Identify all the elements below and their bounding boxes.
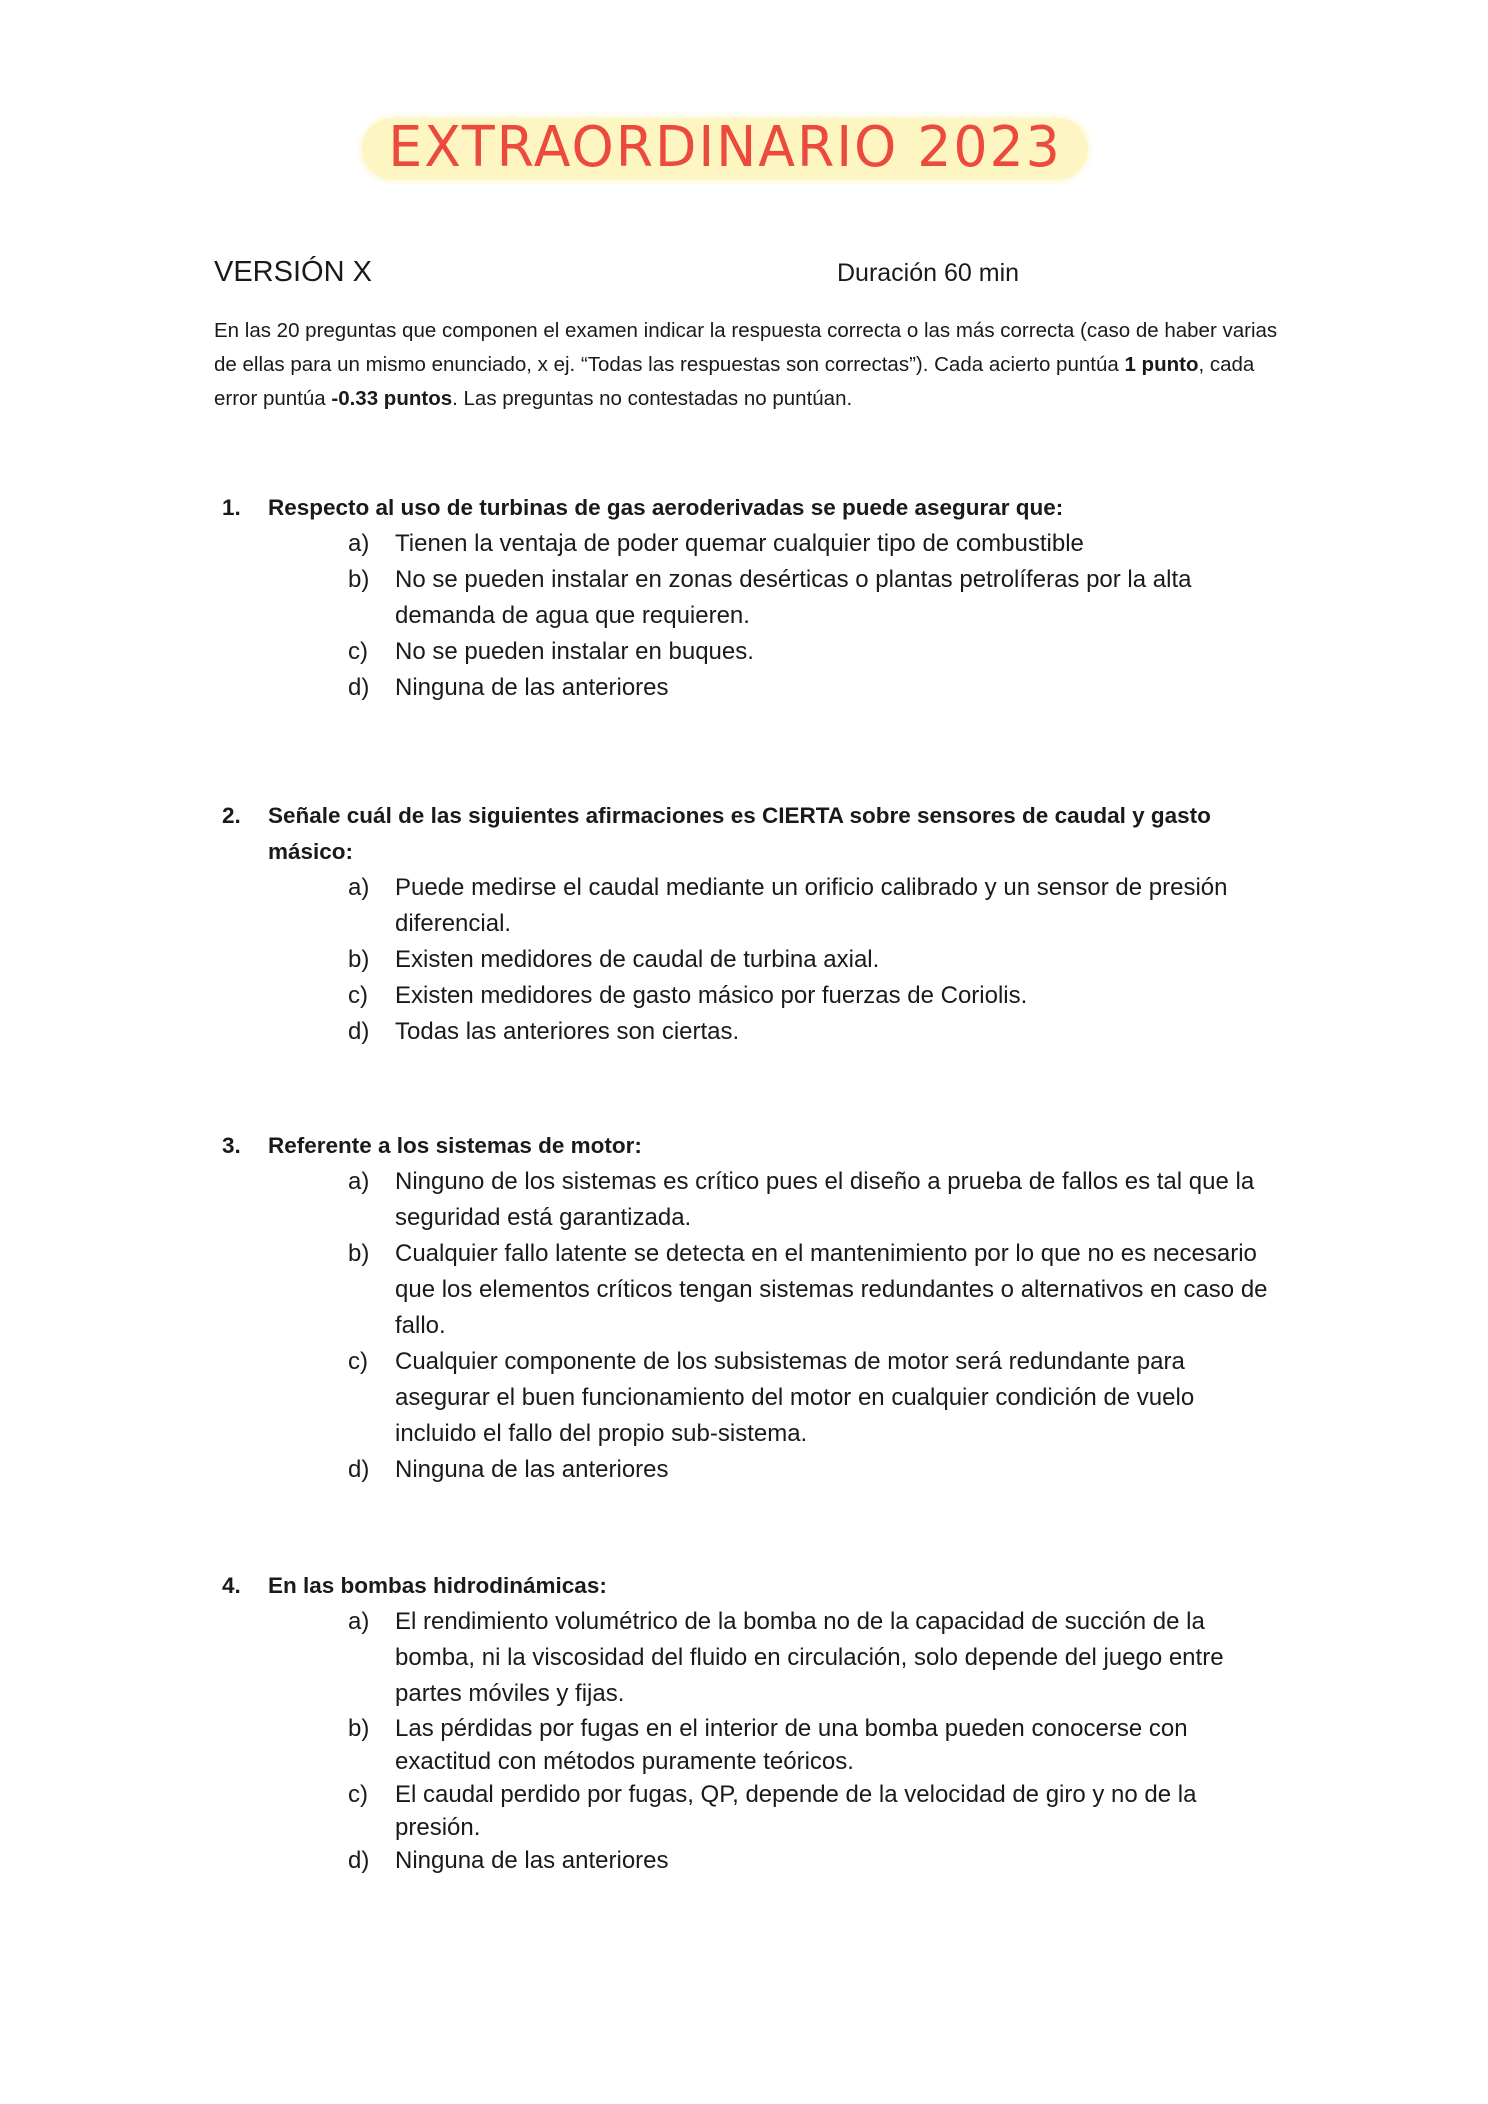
option-letter: d) xyxy=(348,674,370,701)
option-letter: b) xyxy=(348,946,370,973)
option-text: Tienen la ventaja de poder quemar cualquier tipo de combustible xyxy=(395,530,1084,557)
exam-duration: Duración 60 min xyxy=(837,259,1020,287)
option-letter: b) xyxy=(348,566,370,593)
option-letter: c) xyxy=(348,982,368,1009)
exam-title: EXTRAORDINARIO 2023 xyxy=(388,115,1062,180)
answer-option-c xyxy=(222,634,1282,670)
question-stem xyxy=(222,1128,1282,1164)
option-letter: c) xyxy=(348,1781,368,1808)
option-letter: a) xyxy=(348,874,370,901)
question-stem xyxy=(222,798,1282,870)
question-2 xyxy=(222,798,1282,1050)
answer-option-c xyxy=(222,978,1282,1014)
option-letter: d) xyxy=(348,1847,370,1874)
instructions-error-points: -0.33 puntos xyxy=(331,387,453,410)
question-4 xyxy=(222,1568,1282,1877)
option-text: Ninguna de las anteriores xyxy=(395,1847,669,1874)
question-3 xyxy=(222,1128,1282,1488)
question-stem xyxy=(222,490,1282,526)
option-text: El caudal perdido por fugas, QP, depende de la velocidad de giro y no de la presión. xyxy=(395,1781,1197,1841)
instructions-text: , cada error puntúa xyxy=(214,353,1255,410)
option-text: Puede medirse el caudal mediante un orificio calibrado y un sensor de presión diferencial. xyxy=(395,874,1228,937)
instructions-correct-points: 1 punto xyxy=(1124,353,1199,376)
answer-option-a xyxy=(222,1164,1282,1236)
question-text: En las bombas hidrodinámicas: xyxy=(268,1573,607,1598)
instructions-text: En las 20 preguntas que componen el examen indicar la respuesta correcta o las más correcta (caso de haber varias de ellas para un mismo enunciado, x ej. “Todas las respuestas son correctas”). Cada acierto puntúa xyxy=(214,319,1278,376)
option-text: Ninguno de los sistemas es crítico pues el diseño a prueba de fallos es tal que la seguridad está garantizada. xyxy=(395,1168,1255,1231)
option-letter: c) xyxy=(348,638,368,665)
option-letter: b) xyxy=(348,1240,370,1267)
option-letter: a) xyxy=(348,1608,370,1635)
answer-option-d xyxy=(222,670,1282,706)
answer-option-a xyxy=(222,870,1282,942)
question-number: 2. xyxy=(222,803,241,828)
option-text: No se pueden instalar en buques. xyxy=(395,638,754,665)
question-number: 4. xyxy=(222,1573,241,1598)
option-text: Las pérdidas por fugas en el interior de una bomba pueden conocerse con exactitud con métodos puramente teóricos. xyxy=(395,1715,1188,1775)
option-letter: a) xyxy=(348,530,370,557)
instructions-text: . Las preguntas no contestadas no puntúan. xyxy=(452,387,853,410)
question-text: Referente a los sistemas de motor: xyxy=(268,1133,642,1158)
answer-option-d xyxy=(222,1452,1282,1488)
answer-option-c xyxy=(222,1778,1282,1844)
question-stem xyxy=(222,1568,1282,1604)
answer-option-b xyxy=(222,942,1282,978)
option-text: Cualquier componente de los subsistemas de motor será redundante para asegurar el buen funcionamiento del motor en cualquier condición de vuelo incluido el fallo del propio sub-sistema. xyxy=(395,1348,1195,1447)
option-text: Existen medidores de gasto másico por fuerzas de Coriolis. xyxy=(395,982,1028,1009)
answer-option-c xyxy=(222,1344,1282,1452)
question-number: 3. xyxy=(222,1133,241,1158)
answer-option-a xyxy=(222,526,1282,562)
answer-options xyxy=(222,1604,1282,1877)
answer-option-b xyxy=(222,1236,1282,1344)
option-text: Existen medidores de caudal de turbina axial. xyxy=(395,946,880,973)
answer-option-b xyxy=(222,1712,1282,1778)
answer-option-b xyxy=(222,562,1282,634)
option-letter: a) xyxy=(348,1168,370,1195)
answer-options xyxy=(222,870,1282,1050)
question-text: Respecto al uso de turbinas de gas aeroderivadas se puede asegurar que: xyxy=(268,495,1064,520)
answer-option-a xyxy=(222,1604,1282,1712)
option-text: No se pueden instalar en zonas desérticas o plantas petrolíferas por la alta demanda de agua que requieren. xyxy=(395,566,1192,629)
question-1 xyxy=(222,490,1282,706)
question-text: Señale cuál de las siguientes afirmaciones es CIERTA sobre sensores de caudal y gasto másico: xyxy=(268,803,1211,864)
exam-version: VERSIÓN X xyxy=(214,256,372,288)
exam-instructions xyxy=(214,314,1278,416)
option-letter: b) xyxy=(348,1715,370,1742)
answer-options xyxy=(222,1164,1282,1488)
option-letter: d) xyxy=(348,1018,370,1045)
answer-option-d xyxy=(222,1014,1282,1050)
option-text: Ninguna de las anteriores xyxy=(395,1456,669,1483)
answer-options xyxy=(222,526,1282,706)
option-letter: d) xyxy=(348,1456,370,1483)
option-letter: c) xyxy=(348,1348,368,1375)
answer-option-d xyxy=(222,1844,1282,1877)
question-number: 1. xyxy=(222,495,241,520)
option-text: Todas las anteriores son ciertas. xyxy=(395,1018,740,1045)
option-text: Cualquier fallo latente se detecta en el mantenimiento por lo que no es necesario que los elementos críticos tengan sistemas redundantes o alternativos en caso de fallo. xyxy=(395,1240,1268,1339)
option-text: El rendimiento volumétrico de la bomba no de la capacidad de succión de la bomba, ni la viscosidad del fluido en circulación, solo depende del juego entre partes móviles y fijas. xyxy=(395,1608,1224,1707)
option-text: Ninguna de las anteriores xyxy=(395,674,669,701)
